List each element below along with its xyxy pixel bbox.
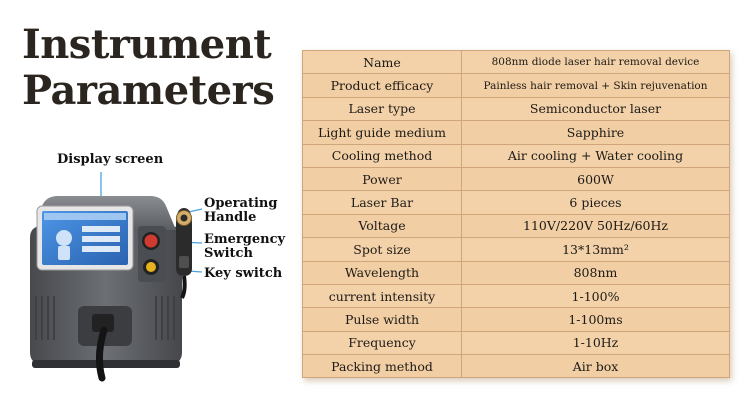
param-value: 1-10Hz (462, 331, 730, 354)
param-name: Light guide medium (303, 121, 462, 144)
param-name: Voltage (303, 214, 462, 237)
param-value: 1-100ms (462, 308, 730, 331)
table-row (303, 121, 730, 144)
table-row (303, 238, 730, 261)
table-row (303, 331, 730, 354)
table-row (303, 308, 730, 331)
page-title-line-2: Parameters (22, 67, 275, 114)
table-row (303, 214, 730, 237)
callout-display-screen (57, 153, 163, 167)
page-title-line-1: Instrument (22, 21, 272, 68)
param-name: Product efficacy (303, 74, 462, 97)
param-name: Packing method (303, 355, 462, 378)
param-value: 110V/220V 50Hz/60Hz (462, 214, 730, 237)
callout-emergency-switch (204, 233, 285, 261)
table-row (303, 191, 730, 214)
page-title (22, 22, 274, 114)
device-illustration (0, 140, 300, 400)
parameter-table (302, 50, 730, 378)
table-row (303, 167, 730, 190)
callout-display-screen-text: Display screen (57, 152, 164, 167)
param-name: Spot size (303, 238, 462, 261)
table-row (303, 261, 730, 284)
param-value: 1-100% (462, 284, 730, 307)
table-row (303, 144, 730, 167)
param-value: 13*13mm² (462, 238, 730, 261)
table-row (303, 284, 730, 307)
param-name: Power (303, 167, 462, 190)
param-value: 808nm diode laser hair removal device (462, 51, 730, 74)
param-value: Painless hair removal + Skin rejuvenation (462, 74, 730, 97)
param-name: Cooling method (303, 144, 462, 167)
param-value: 808nm (462, 261, 730, 284)
param-value: 600W (462, 167, 730, 190)
param-value: Semiconductor laser (462, 97, 730, 120)
table-row (303, 51, 730, 74)
param-value: Air box (462, 355, 730, 378)
param-name: Name (303, 51, 462, 74)
callout-key-switch (204, 267, 282, 281)
table-row (303, 355, 730, 378)
param-name: Wavelength (303, 261, 462, 284)
table-row (303, 74, 730, 97)
table-row (303, 97, 730, 120)
param-value: 6 pieces (462, 191, 730, 214)
callout-emergency-switch-line-2: Switch (204, 246, 253, 261)
param-name: Pulse width (303, 308, 462, 331)
callout-operating-handle-line-2: Handle (204, 210, 257, 225)
param-name: Laser Bar (303, 191, 462, 214)
callout-operating-handle (204, 197, 277, 225)
param-value: Sapphire (462, 121, 730, 144)
param-name: Laser type (303, 97, 462, 120)
param-value: Air cooling + Water cooling (462, 144, 730, 167)
callout-operating-handle-line-1: Operating (204, 196, 278, 211)
param-name: current intensity (303, 284, 462, 307)
callout-key-switch-text: Key switch (204, 266, 283, 281)
callout-emergency-switch-line-1: Emergency (204, 232, 286, 247)
param-name: Frequency (303, 331, 462, 354)
